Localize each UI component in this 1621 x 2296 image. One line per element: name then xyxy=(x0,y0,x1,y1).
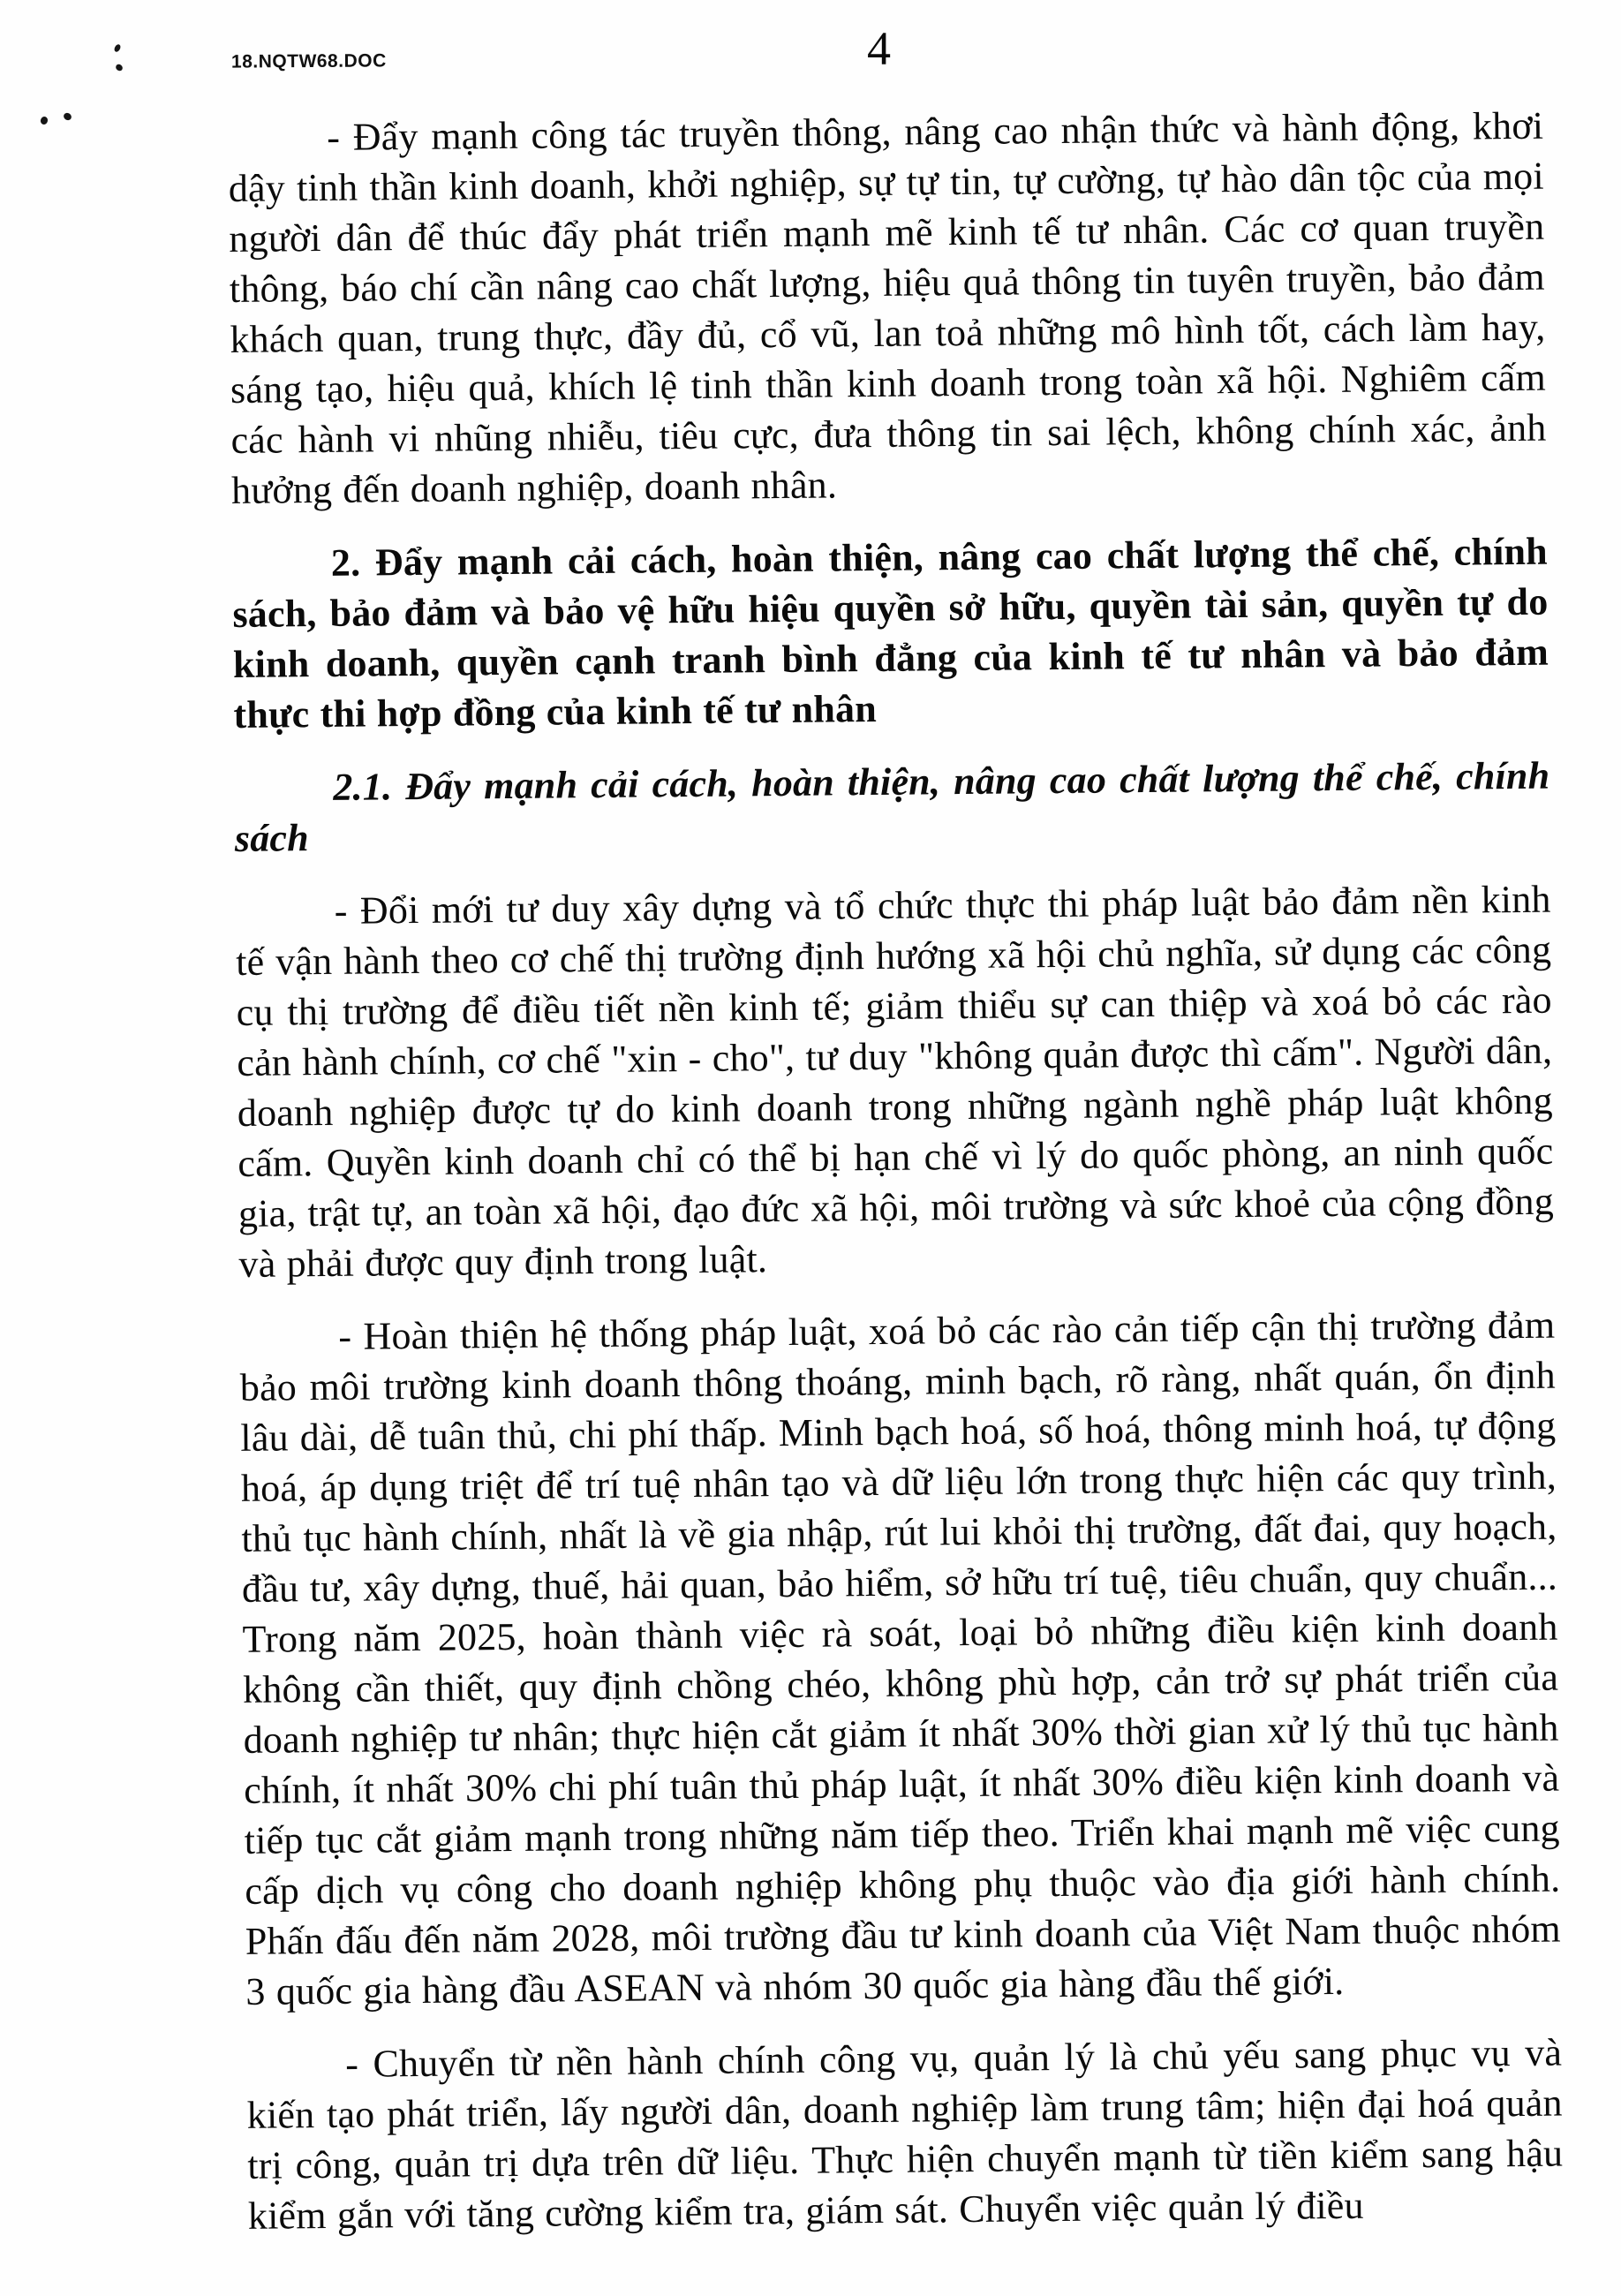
scan-speck xyxy=(63,111,73,122)
scan-speck xyxy=(115,63,124,72)
paragraph-doi-moi-tu-duy: - Đổi mới tư duy xây dựng và tổ chức thực thi pháp luật bảo đảm nền kinh tế vận hành theo cơ chế thị trường định hướng xã hội chủ nghĩa, sử dụng các công cụ thị trường để điều tiết nền kinh tế; giảm thiểu sự can thiệp và xoá bỏ các rào cản hành chính, cơ chế "xin - cho", tư duy "không quản được thì cấm". Người dân, doanh nghiệp được tự do kinh doanh trong những ngành nghề pháp luật không cấm. Quyền kinh doanh chỉ có thể bị hạn chế vì lý do quốc phòng, an ninh quốc gia, trật tự, an toàn xã hội, đạo đức xã hội, môi trường và sức khoẻ của cộng đồng và phải được quy định trong luật. xyxy=(235,877,1555,1286)
scan-speck xyxy=(40,116,49,125)
document-body xyxy=(228,101,1564,2241)
heading-section-2: 2. Đẩy mạnh cải cách, hoàn thiện, nâng cao chất lượng thể chế, chính sách, bảo đảm và bảo vệ hữu hiệu quyền sở hữu, quyền tài sản, quyền tự do kinh doanh, quyền cạnh tranh bình đẳng của kinh tế tư nhân và bảo đảm thực thi hợp đồng của kinh tế tư nhân xyxy=(232,529,1549,736)
heading-section-2-1: 2.1. Đẩy mạnh cải cách, hoàn thiện, nâng cao chất lượng thể chế, chính sách xyxy=(234,753,1550,860)
paragraph-hoan-thien-phap-luat: - Hoàn thiện hệ thống pháp luật, xoá bỏ các rào cản tiếp cận thị trường đảm bảo môi trường kinh doanh thông thoáng, minh bạch, rõ ràng, nhất quán, ổn định lâu dài, dễ tuân thủ, chi phí thấp. Minh bạch hoá, số hoá, thông minh hoá, tự động hoá, áp dụng triệt để trí tuệ nhân tạo và dữ liệu lớn trong thực hiện các quy trình, thủ tục hành chính, nhất là về gia nhập, rút lui khỏi thị trường, đất đai, quy hoạch, đầu tư, xây dựng, thuế, hải quan, bảo hiểm, sở hữu trí tuệ, tiêu chuẩn, quy chuẩn... Trong năm 2025, hoàn thành việc rà soát, loại bỏ những điều kiện kinh doanh không cần thiết, quy định chồng chéo, không phù hợp, cản trở sự phát triển của doanh nghiệp tư nhân; thực hiện cắt giảm ít nhất 30% thời gian xử lý thủ tục hành chính, ít nhất 30% chi phí tuân thủ pháp luật, ít nhất 30% điều kiện kinh doanh và tiếp tục cắt giảm mạnh trong những năm tiếp theo. Triển khai mạnh mẽ việc cung cấp dịch vụ công cho doanh nghiệp không phụ thuộc vào địa giới hành chính. Phấn đấu đến năm 2028, môi trường đầu tư kinh doanh của Việt Nam thuộc nhóm 3 quốc gia hàng đầu ASEAN và nhóm 30 quốc gia hàng đầu thế giới. xyxy=(239,1303,1562,2013)
paragraph-chuyen-hanh-chinh: - Chuyển từ nền hành chính công vụ, quản lý là chủ yếu sang phục vụ và kiến tạo phát triển, lấy người dân, doanh nghiệp làm trung tâm; hiện đại hoá quản trị công, quản trị dựa trên dữ liệu. Thực hiện chuyển mạnh từ tiền kiểm sang hậu kiểm gắn với tăng cường kiểm tra, giám sát. Chuyển việc quản lý điều xyxy=(246,2030,1564,2238)
doc-filename-label: 18.NQTW68.DOC xyxy=(230,50,387,72)
paragraph-truyen-thong: - Đẩy mạnh công tác truyền thông, nâng cao nhận thức và hành động, khơi dậy tinh thần kinh doanh, khởi nghiệp, sự tự tin, tự cường, tự hào dân tộc của mọi người dân để thúc đẩy phát triển mạnh mẽ kinh tế tư nhân. Các cơ quan truyền thông, báo chí cần nâng cao chất lượng, hiệu quả thông tin tuyên truyền, bảo đảm khách quan, trung thực, đầy đủ, cổ vũ, lan toả những mô hình tốt, cách làm hay, sáng tạo, hiệu quả, khích lệ tinh thần kinh doanh trong toàn xã hội. Nghiêm cấm các hành vi nhũng nhiễu, tiêu cực, đưa thông tin sai lệch, không chính xác, ảnh hưởng đến doanh nghiệp, doanh nhân. xyxy=(228,103,1547,512)
page-number: 4 xyxy=(867,22,891,75)
scan-speck xyxy=(113,43,122,53)
